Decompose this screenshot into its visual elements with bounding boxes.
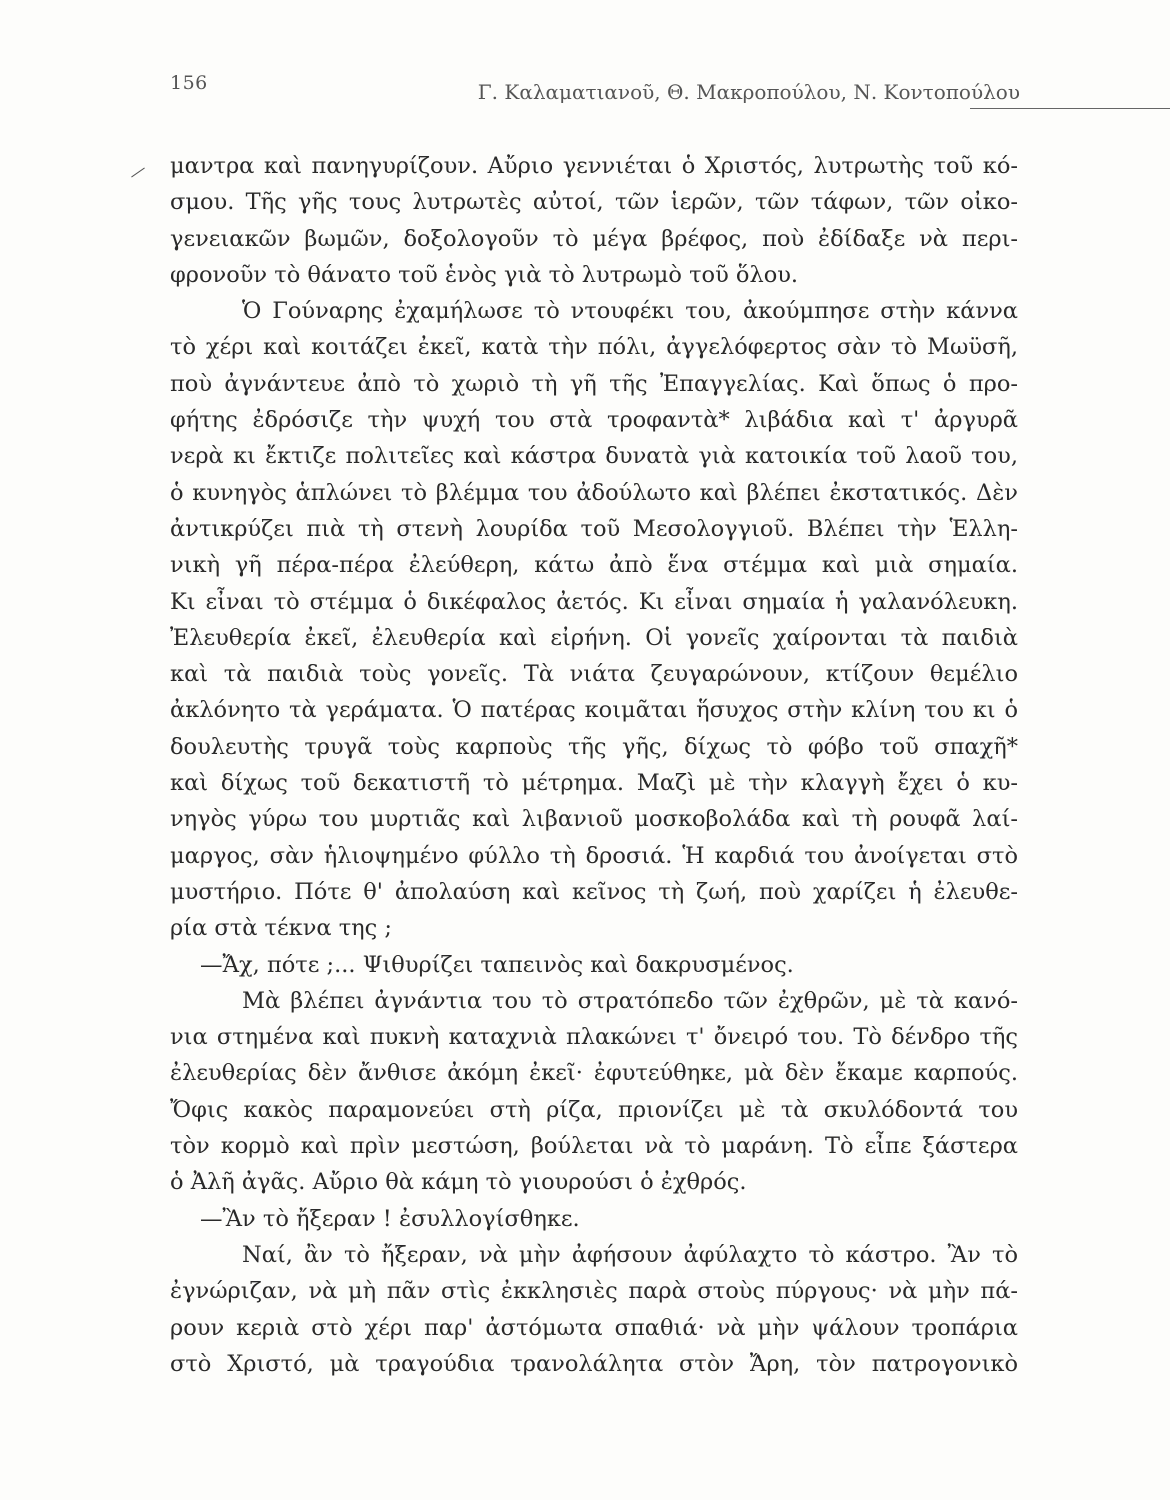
text-line: σμου. Τῆς γῆς τους λυτρωτὲς αὐτοί, τῶν ἱερῶν, τῶν τάφων, τῶν οἰκο- [170, 189, 1018, 216]
text-line: καὶ τὰ παιδιὰ τοὺς γονεῖς. Τὰ νιάτα ζευγαρώνουν, κτίζουν θεμέλιο [170, 661, 1018, 688]
header-rule [970, 108, 1170, 109]
text-line: ἐλευθερίας δὲν ἄνθισε ἀκόμη ἐκεῖ· ἐφυτεύθηκε, μὰ δὲν ἔκαμε καρπούς. [170, 1060, 1018, 1087]
text-line: τὸ χέρι καὶ κοιτάζει ἐκεῖ, κατὰ τὴν πόλι, ἀγγελόφερτος σὰν τὸ Μωϋσῆ, [170, 334, 1018, 361]
text-line: νηγὸς γύρω του μυρτιᾶς καὶ λιβανιοῦ μοσκοβολάδα καὶ τὴ ρουφᾶ λαί- [170, 806, 1018, 833]
text-line: μαντρα καὶ πανηγυρίζουν. Αὔριο γεννιέται ὁ Χριστός, λυτρωτὴς τοῦ κό- [170, 153, 1018, 179]
margin-pencil-mark [131, 168, 145, 178]
text-line: ποὺ ἀγνάντευε ἀπὸ τὸ χωριὸ τὴ γῆ τῆς Ἐπαγγελίας. Καὶ ὅπως ὁ προ- [170, 370, 1018, 397]
text-line: Κι εἶναι τὸ στέμμα ὁ δικέφαλος ἀετός. Κι εἶναι σημαία ἡ γαλανόλευκη. [170, 588, 1018, 615]
text-line: δουλευτὴς τρυγᾶ τοὺς καρποὺς τῆς γῆς, δίχως τὸ φόβο τοῦ σπαχῆ* [170, 733, 1018, 760]
text-line: γενειακῶν βωμῶν, δοξολογοῦν τὸ μέγα βρέφος, ποὺ ἐδίδαξε νὰ περι- [170, 225, 1018, 252]
text-line: στὸ Χριστό, μὰ τραγούδια τρανολάλητα στὸν Ἄρη, τὸν πατρογονικὸ [170, 1350, 1018, 1377]
text-line: τὸν κορμὸ καὶ πρὶν μεστώση, βούλεται νὰ τὸ μαράνη. Τὸ εἶπε ξάστερα [170, 1133, 1018, 1160]
dialogue-line: —Ἄχ, πότε ;... Ψιθυρίζει ταπεινὸς καὶ δακρυσμένος. [200, 951, 794, 978]
text-line: Ναί, ἂν τὸ ἤξεραν, νὰ μὴν ἀφήσουν ἀφύλαχτο τὸ κάστρο. Ἂν τὸ [242, 1241, 1018, 1268]
text-line: ρουν κεριὰ στὸ χέρι παρ' ἀστόμωτα σπαθιά· νὰ μὴν ψάλουν τροπάρια [170, 1314, 1018, 1341]
running-head: Γ. Καλαματιανοῦ, Θ. Μακροπούλου, Ν. Κοντοπούλου [477, 80, 1020, 104]
text-line: Ὁ Γούναρης ἐχαμήλωσε τὸ ντουφέκι του, ἀκούμπησε στὴν κάννα [242, 298, 1018, 325]
text-line: νερὰ κι ἔκτιζε πολιτεῖες καὶ κάστρα δυνατὰ γιὰ κατοικία τοῦ λαοῦ του, [170, 443, 1018, 470]
text-line: Ὄφις κακὸς παραμονεύει στὴ ρίζα, πριονίζει μὲ τὰ σκυλόδοντά του [170, 1096, 1018, 1123]
text-line: καὶ δίχως τοῦ δεκατιστῆ τὸ μέτρημα. Μαζὶ μὲ τὴν κλαγγὴ ἔχει ὁ κυ- [170, 770, 1018, 797]
text-line: μαργος, σὰν ἡλιοψημένο φύλλο τὴ δροσιά. Ἡ καρδιά του ἀνοίγεται στὸ [170, 842, 1018, 869]
text-line: Ἐλευθερία ἐκεῖ, ἐλευθερία καὶ εἰρήνη. Οἱ γονεῖς χαίρονται τὰ παιδιὰ [170, 624, 1018, 651]
page-number: 156 [170, 72, 208, 94]
text-line: νια στημένα καὶ πυκνὴ καταχνιὰ πλακώνει τ' ὄνειρό του. Τὸ δένδρο τῆς [170, 1024, 1018, 1051]
text-line: ὁ κυνηγὸς ἁπλώνει τὸ βλέμμα του ἀδούλωτο καὶ βλέπει ἐκστατικός. Δὲν [170, 479, 1018, 506]
text-line: ἐγνώριζαν, νὰ μὴ πᾶν στὶς ἐκκλησιὲς παρὰ στοὺς πύργους· νὰ μὴν πά- [170, 1278, 1018, 1305]
text-line: φρονοῦν τὸ θάνατο τοῦ ἑνὸς γιὰ τὸ λυτρωμὸ τοῦ ὅλου. [170, 261, 799, 288]
text-line: Μὰ βλέπει ἀγνάντια του τὸ στρατόπεδο τῶν ἐχθρῶν, μὲ τὰ κανό- [242, 987, 1018, 1014]
text-line: φήτης ἐδρόσιζε τὴν ψυχή του στὰ τροφαντὰ* λιβάδια καὶ τ' ἀργυρᾶ [170, 407, 1018, 434]
text-line: μυστήριο. Πότε θ' ἀπολαύση καὶ κεῖνος τὴ ζωή, ποὺ χαρίζει ἡ ἐλευθε- [170, 878, 1018, 905]
text-line: ὁ Ἀλῆ ἀγᾶς. Αὔριο θὰ κάμη τὸ γιουρούσι ὁ ἐχθρός. [170, 1169, 747, 1196]
text-line: νικὴ γῆ πέρα-πέρα ἐλεύθερη, κάτω ἀπὸ ἕνα στέμμα καὶ μιὰ σημαία. [170, 552, 1018, 579]
text-line: ἀντικρύζει πιὰ τὴ στενὴ λουρίδα τοῦ Μεσολογγιοῦ. Βλέπει τὴν Ἑλλη- [170, 515, 1018, 542]
text-line: ρία στὰ τέκνα της ; [170, 915, 393, 942]
text-line: ἀκλόνητο τὰ γεράματα. Ὁ πατέρας κοιμᾶται ἥσυχος στὴν κλίνη του κι ὁ [170, 697, 1018, 724]
page-header [170, 72, 1020, 112]
body-text [170, 148, 1018, 1382]
dialogue-line: —Ἂν τὸ ἤξεραν ! ἐσυλλογίσθηκε. [200, 1205, 580, 1232]
